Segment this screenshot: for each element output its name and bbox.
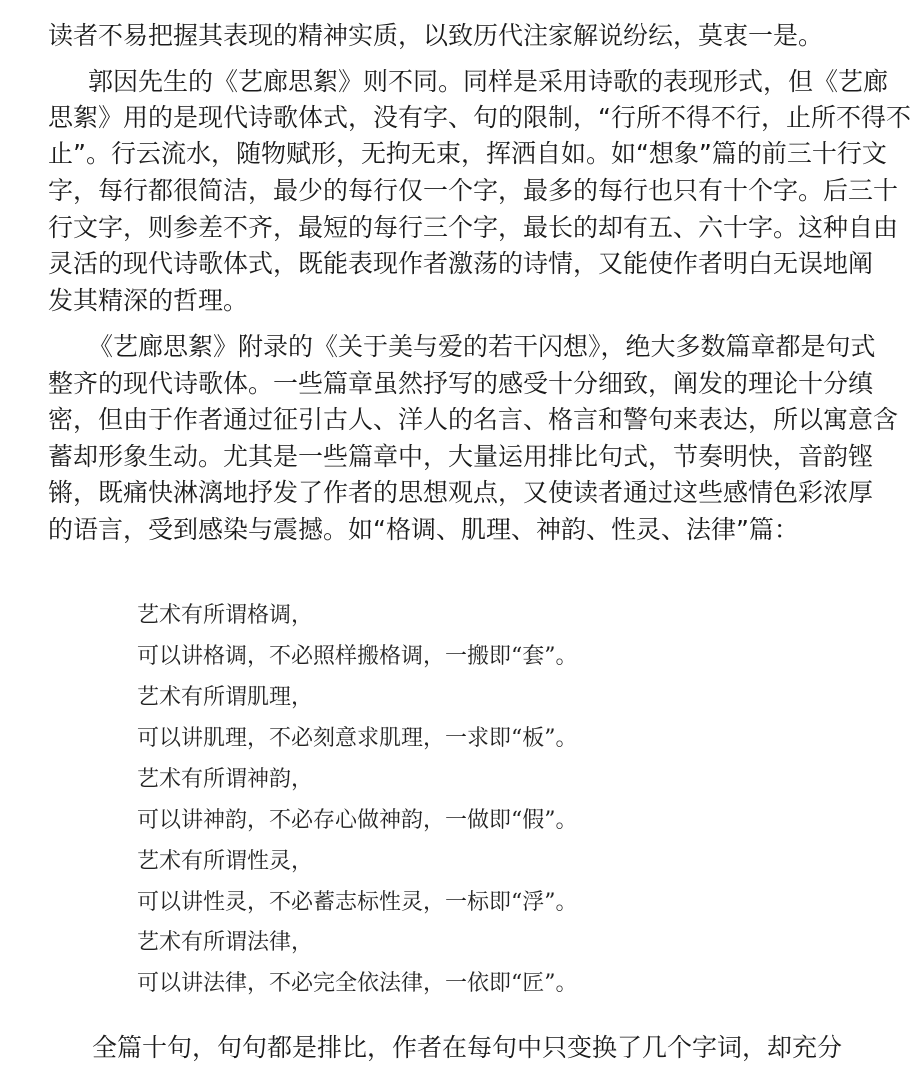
poem-line-9: 艺术有所谓法律， bbox=[137, 930, 314, 955]
paragraph3-line-5: 锵，既痛快淋漓地抒发了作者的思想观点，又使读者通过这些感情色彩浓厚 bbox=[48, 478, 874, 507]
paragraph4-line-1: 全篇十句，句句都是排比，作者在每句中只变换了几个字词，却充分 bbox=[92, 1033, 843, 1062]
paragraph3-line-4: 蓄却形象生动。尤其是一些篇章中，大量运用排比句式，节奏明快，音韵铿 bbox=[48, 442, 874, 471]
paragraph2-line-2: 思絮》用的是现代诗歌体式，没有字、句的限制，“行所不得不行，止所不得不 bbox=[48, 103, 911, 132]
poem-line-7: 艺术有所谓性灵， bbox=[137, 849, 314, 874]
paragraph2-line-4: 字，每行都很简洁，最少的每行仅一个字，最多的每行也只有十个字。后三十 bbox=[48, 176, 899, 205]
poem-line-2: 可以讲格调，不必照样搬格调，一搬即“套”。 bbox=[137, 644, 578, 669]
poem-line-4: 可以讲肌理，不必刻意求肌理，一求即“板”。 bbox=[137, 726, 578, 751]
paragraph3-line-3: 密，但由于作者通过征引古人、洋人的名言、格言和警句来表达，所以寓意含 bbox=[48, 405, 899, 434]
paragraph2-line-3: 止”。行云流水，随物赋形，无拘无束，挥洒自如。如“想象”篇的前三十行文 bbox=[48, 139, 887, 168]
paragraph3-line-6: 的语言，受到感染与震撼。如“格调、肌理、神韵、性灵、法律”篇： bbox=[48, 515, 799, 544]
poem-line-5: 艺术有所谓神韵， bbox=[137, 767, 314, 792]
paragraph1-line-1: 读者不易把握其表现的精神实质，以致历代注家解说纷纭，莫衷一是。 bbox=[48, 21, 824, 50]
paragraph2-line-7: 发其精深的哲理。 bbox=[48, 286, 249, 315]
paragraph3-line-1: 《艺廊思絮》附录的《关于美与爱的若干闪想》，绝大多数篇章都是句式 bbox=[88, 332, 876, 361]
poem-line-3: 艺术有所谓肌理， bbox=[137, 685, 314, 710]
poem-line-10: 可以讲法律，不必完全依法律，一依即“匠”。 bbox=[137, 971, 578, 996]
paragraph3-line-2: 整齐的现代诗歌体。一些篇章虽然抒写的感受十分细致，阐发的理论十分缜 bbox=[48, 369, 874, 398]
paragraph2-line-1: 郭因先生的《艺廊思絮》则不同。同样是采用诗歌的表现形式，但《艺廊 bbox=[88, 67, 889, 96]
poem-line-8: 可以讲性灵，不必蓄志标性灵，一标即“浮”。 bbox=[137, 890, 578, 915]
poem-line-6: 可以讲神韵，不必存心做神韵，一做即“假”。 bbox=[137, 808, 578, 833]
paragraph2-line-5: 行文字，则参差不齐，最短的每行三个字，最长的却有五、六十字。这种自由 bbox=[48, 213, 899, 242]
paragraph2-line-6: 灵活的现代诗歌体式，既能表现作者激荡的诗情，又能使作者明白无误地阐 bbox=[48, 249, 874, 278]
poem-line-1: 艺术有所谓格调， bbox=[137, 603, 314, 628]
